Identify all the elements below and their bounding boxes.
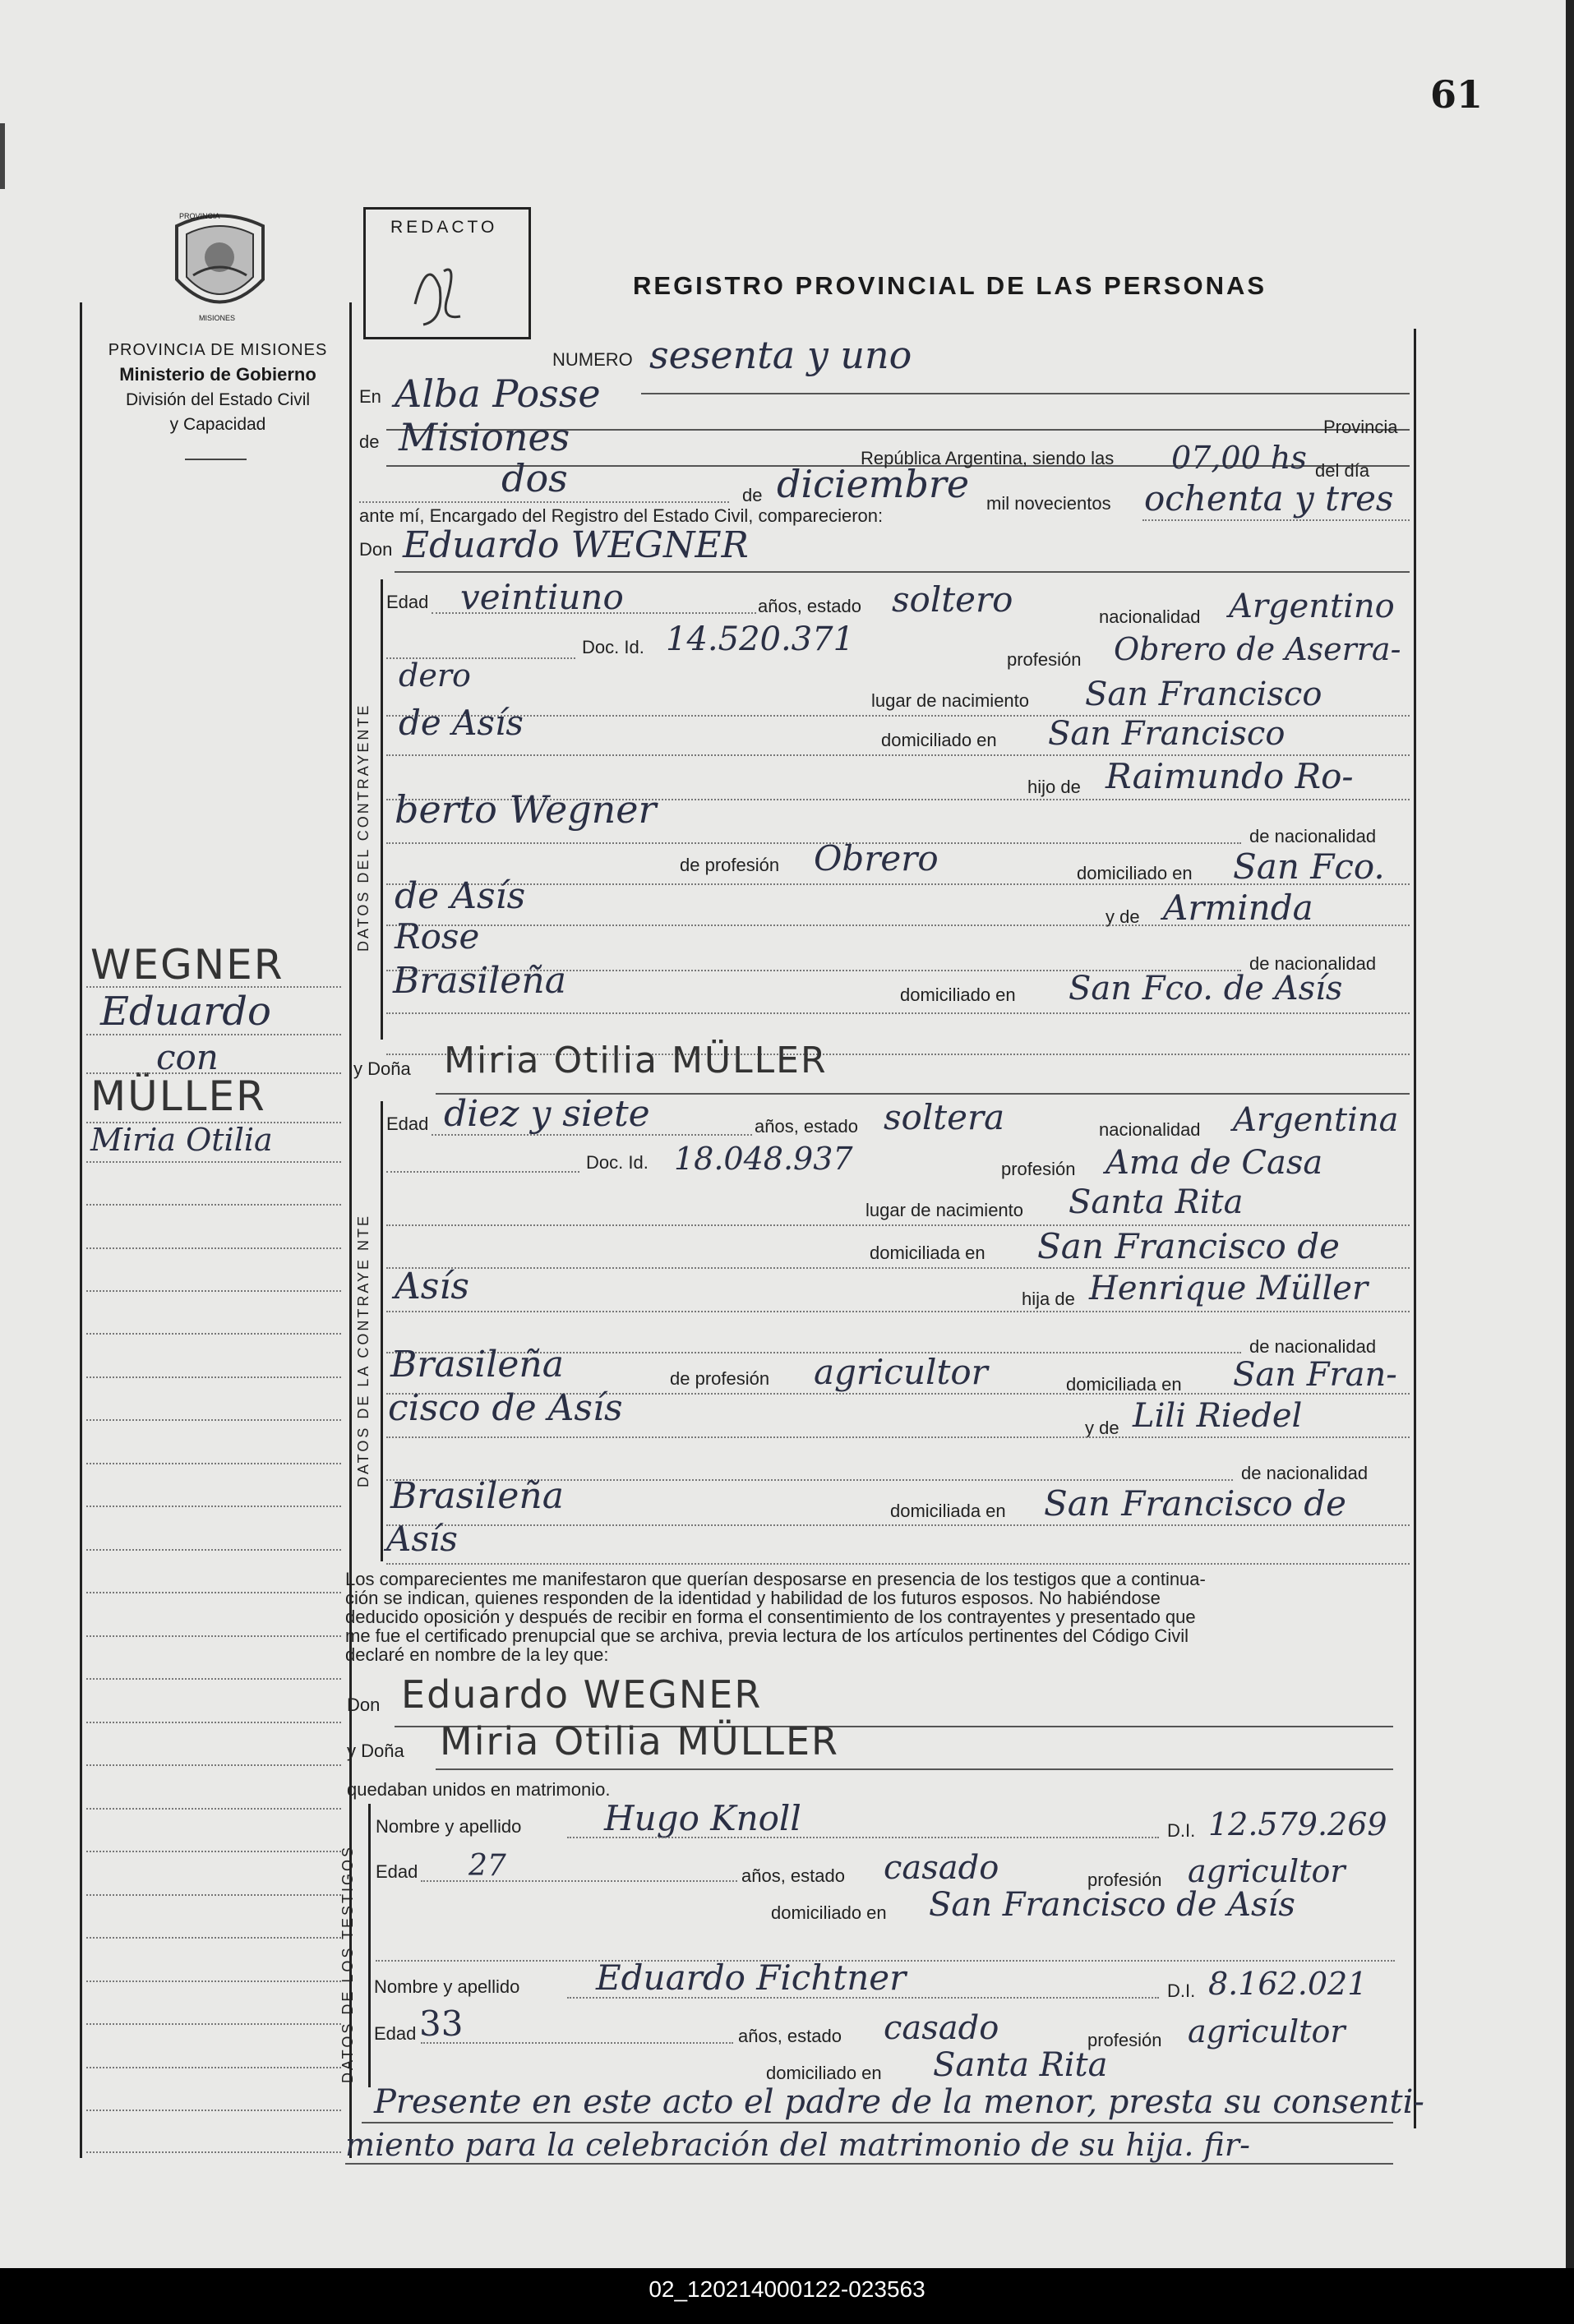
division-line1: División del Estado Civil	[125, 390, 311, 409]
w1-prof-label: profesión	[1087, 1870, 1162, 1890]
groom-madre-domicilio: San Fco. de Asís	[1069, 970, 1343, 1008]
province-emblem	[168, 210, 271, 320]
margin-surname-groom: WEGNER	[90, 941, 284, 989]
bride-nacionalidad: Argentina	[1233, 1101, 1399, 1139]
w2-estado-label: años, estado	[738, 2026, 842, 2046]
groom-edad: veintiuno	[460, 577, 624, 617]
ante-label: ante mí, Encargado del Registro del Estado Civil, comparecieron:	[359, 505, 884, 526]
bride-madre-domicilio: San Francisco de	[1044, 1483, 1346, 1524]
declaration-line3: deducido oposición y después de recibir en forma el consentimiento de los contrayentes y presentado que	[345, 1607, 1196, 1627]
declaration-line4: me fue el certificado prenupcial que se archiva, previa lectura de los artículos pertinentes del Código Civil	[345, 1625, 1189, 1646]
groom-y-de-label: y de	[1105, 906, 1140, 927]
groom-block-line	[381, 579, 383, 1040]
groom-padre: Raimundo Ro-	[1105, 756, 1354, 796]
bride-padre-profesion: agricultor	[814, 1352, 988, 1392]
mil-label: mil novecientos	[986, 493, 1111, 514]
witness-block-line	[368, 1804, 371, 2087]
w1-edad-label: Edad	[376, 1861, 418, 1882]
w1-di: 12.579.269	[1208, 1806, 1387, 1842]
don-value: Eduardo WEGNER	[403, 524, 749, 566]
w1-di-label: D.I.	[1167, 1820, 1196, 1841]
groom-nacionalidad: Argentino	[1229, 588, 1395, 625]
groom-madre-cont: Rose	[395, 916, 480, 957]
groom-padre-nac-label: de nacionalidad	[1249, 826, 1377, 846]
bride-madre-dom-label: domiciliada en	[890, 1501, 1006, 1521]
bride-padre-nacionalidad: Brasileña	[390, 1344, 564, 1386]
dia-line	[359, 501, 729, 503]
anio-line	[1142, 519, 1410, 521]
province-name: PROVINCIA DE MISIONES	[108, 341, 328, 359]
groom-nac-label: nacionalidad	[1099, 606, 1201, 627]
en-value: Alba Posse	[395, 371, 601, 416]
groom-profesion: Obrero de Aserra-	[1114, 631, 1401, 667]
bride-madre-dom-cont: Asís	[386, 1519, 458, 1559]
bride-prof-label: profesión	[1001, 1159, 1076, 1179]
bride-padre-dom-cont: cisco de Asís	[388, 1387, 623, 1429]
w2-prof-label: profesión	[1087, 2030, 1162, 2050]
anio-value: ochenta y tres	[1144, 478, 1394, 519]
groom-lugar-nac-cont: de Asís	[399, 703, 524, 743]
bride-estado-label: años, estado	[755, 1116, 858, 1137]
bride-padre-dom-label: domiciliada en	[1066, 1374, 1182, 1395]
w2-estado: casado	[884, 2009, 999, 2047]
w1-estado-label: años, estado	[741, 1865, 845, 1886]
ministry-name: Ministerio de Gobierno	[119, 364, 316, 385]
groom-domicilio: San Francisco	[1048, 715, 1286, 753]
bride-hija-label: hija de	[1022, 1289, 1075, 1309]
margin-surname-bride: MÜLLER	[90, 1072, 266, 1120]
groom-doc: 14.520.371	[666, 620, 855, 658]
divider	[185, 459, 247, 460]
hora-value: 07,00 hs	[1171, 440, 1307, 476]
bride-nombre: Miria Otilia MÜLLER	[444, 1040, 828, 1081]
w1-domicilio: San Francisco de Asís	[929, 1886, 1295, 1924]
emblem-text-bottom: MISIONES	[199, 314, 236, 322]
left-margin-line	[80, 302, 82, 2158]
unidos-text: quedaban unidos en matrimonio.	[347, 1779, 611, 1800]
numero-label: NUMERO	[552, 349, 633, 370]
side-label-bride: DATOS DE LA CONTRAYE NTE	[355, 1213, 372, 1487]
bride-domicilio-cont: Asís	[395, 1266, 470, 1307]
de-label: de	[359, 431, 380, 452]
w2-domicilio: Santa Rita	[933, 2046, 1108, 2084]
declaration-line5: declaré en nombre de la ley que:	[345, 1644, 609, 1665]
groom-estado-label: años, estado	[758, 596, 861, 616]
bride-dom-label: domiciliada en	[870, 1243, 985, 1263]
groom-doc-label: Doc. Id.	[582, 637, 644, 657]
bride-estado: soltera	[884, 1097, 1005, 1137]
note-line1: Presente en este acto el padre de la menor, presta su consenti-	[374, 2083, 1424, 2121]
margin-name-bride: Miria Otilia	[90, 1122, 273, 1158]
stamp-signature	[366, 238, 529, 337]
del-dia-label: del día	[1315, 460, 1370, 481]
groom-padre-profesion: Obrero	[814, 838, 939, 878]
republica-label: República Argentina, siendo las	[861, 448, 1115, 468]
binding-edge	[0, 123, 5, 189]
bride-padre: Henrique Müller	[1089, 1270, 1369, 1307]
provincia-label: Provincia	[1323, 417, 1398, 437]
w2-edad-label: Edad	[374, 2023, 417, 2044]
groom-padre-cont: berto Wegner	[395, 787, 657, 832]
bride-domicilio: San Francisco de	[1037, 1226, 1340, 1266]
w1-nombre-label: Nombre y apellido	[376, 1816, 522, 1837]
decl-dona-label: y Doña	[347, 1741, 404, 1761]
bride-y-de-label: y de	[1085, 1418, 1119, 1438]
note-line2-rule	[345, 2163, 1393, 2165]
w1-nombre: Hugo Knoll	[604, 1798, 801, 1838]
groom-madre-nac-label: de nacionalidad	[1249, 953, 1377, 974]
groom-padre-domicilio: San Fco.	[1233, 846, 1385, 887]
bride-padre-domicilio: San Fran-	[1233, 1356, 1397, 1394]
dia-value: dos	[501, 456, 568, 500]
groom-padre-prof-label: de profesión	[680, 855, 780, 875]
groom-prof-label: profesión	[1007, 649, 1082, 670]
bride-block-line	[381, 1101, 383, 1561]
w1-edad: 27	[469, 1849, 506, 1883]
groom-lugar-label: lugar de nacimiento	[871, 690, 1030, 711]
margin-name-groom: Eduardo	[100, 989, 271, 1035]
decl-don-value: Eduardo WEGNER	[401, 1672, 763, 1717]
bride-edad-label: Edad	[386, 1114, 429, 1134]
right-frame-line	[1414, 329, 1416, 2128]
groom-profesion-cont: dero	[399, 657, 471, 694]
w1-profesion: agricultor	[1188, 1853, 1346, 1889]
bride-doc-label: Doc. Id.	[586, 1152, 649, 1173]
registry-title: REGISTRO PROVINCIAL DE LAS PERSONAS	[633, 271, 1267, 300]
bride-doc: 18.048.937	[674, 1141, 853, 1177]
declaration-line1: Los comparecientes me manifestaron que querían desposarse en presencia de los testigos que a continua-	[345, 1569, 1206, 1589]
bride-nac-label: nacionalidad	[1099, 1119, 1201, 1140]
note-line1-rule	[362, 2122, 1393, 2123]
bride-padre-prof-label: de profesión	[670, 1368, 770, 1389]
w1-estado: casado	[884, 1849, 999, 1887]
groom-edad-label: Edad	[386, 592, 429, 612]
groom-estado: soltero	[892, 579, 1013, 620]
numero-value: sesenta y uno	[649, 333, 912, 377]
mes-value: diciembre	[777, 462, 970, 506]
groom-padre-dom-cont: de Asís	[395, 875, 526, 917]
scan-id-footer: 02_120214000122-023563	[649, 2276, 925, 2302]
groom-madre-nacionalidad: Brasileña	[393, 960, 566, 1002]
groom-madre: Arminda	[1163, 888, 1313, 928]
w2-dom-label: domiciliado en	[766, 2063, 882, 2083]
don-line	[395, 571, 1410, 573]
groom-madre-dom-label: domiciliado en	[900, 984, 1016, 1005]
page-number: 61	[1430, 72, 1484, 117]
w2-di-label: D.I.	[1167, 1980, 1196, 2001]
bride-lugar-label: lugar de nacimiento	[865, 1200, 1024, 1220]
bride-lugar-nac: Santa Rita	[1069, 1183, 1244, 1221]
side-label-witnesses: DATOS DE LOS TESTIGOS	[339, 1844, 356, 2083]
en-label: En	[359, 386, 381, 407]
decl-dona-value: Miria Otilia MÜLLER	[440, 1719, 840, 1764]
decl-dona-line	[436, 1768, 1393, 1770]
bride-profesion: Ama de Casa	[1105, 1144, 1323, 1182]
groom-padre-dom-label: domiciliado en	[1077, 863, 1193, 883]
w2-edad: 33	[419, 2004, 464, 2044]
bride-padre-nac-label: de nacionalidad	[1249, 1336, 1377, 1357]
emblem-text-top: PROVINCIA	[179, 212, 220, 220]
bride-edad: diez y siete	[444, 1093, 650, 1135]
bride-madre: Lili Riedel	[1133, 1397, 1303, 1435]
stamp-label: REDACTO	[390, 218, 498, 237]
w1-dom-label: domiciliado en	[771, 1902, 887, 1923]
de2-label: de	[742, 485, 763, 505]
side-label-groom: DATOS DEL CONTRAYENTE	[355, 703, 372, 952]
margin-con: con	[156, 1037, 219, 1077]
groom-hijo-label: hijo de	[1027, 777, 1081, 797]
redacto-stamp	[363, 207, 531, 339]
w2-nombre-label: Nombre y apellido	[374, 1976, 520, 1997]
note-line2: miento para la celebración del matrimonio de su hija. fir-	[345, 2127, 1250, 2163]
decl-don-label: Don	[347, 1695, 381, 1715]
dona-label: y Doña	[353, 1058, 411, 1079]
numero-line	[641, 393, 1410, 394]
groom-dom-label: domiciliado en	[881, 730, 997, 750]
w2-di: 8.162.021	[1208, 1966, 1368, 2002]
division-line2: y Capacidad	[169, 415, 266, 434]
de-value: Misiones	[399, 415, 570, 459]
declaration-line2: ción se indican, quienes responden de la identidad y habilidad de los futuros esposos. No habiéndose	[345, 1588, 1161, 1608]
don-label: Don	[359, 539, 393, 560]
declaration-text	[345, 1570, 1406, 1664]
w2-profesion: agricultor	[1188, 2013, 1346, 2050]
bride-madre-nac-label: de nacionalidad	[1241, 1463, 1369, 1483]
w2-nombre: Eduardo Fichtner	[596, 1957, 907, 1998]
bride-madre-nacionalidad: Brasileña	[390, 1475, 564, 1517]
groom-lugar-nac: San Francisco	[1085, 676, 1322, 713]
